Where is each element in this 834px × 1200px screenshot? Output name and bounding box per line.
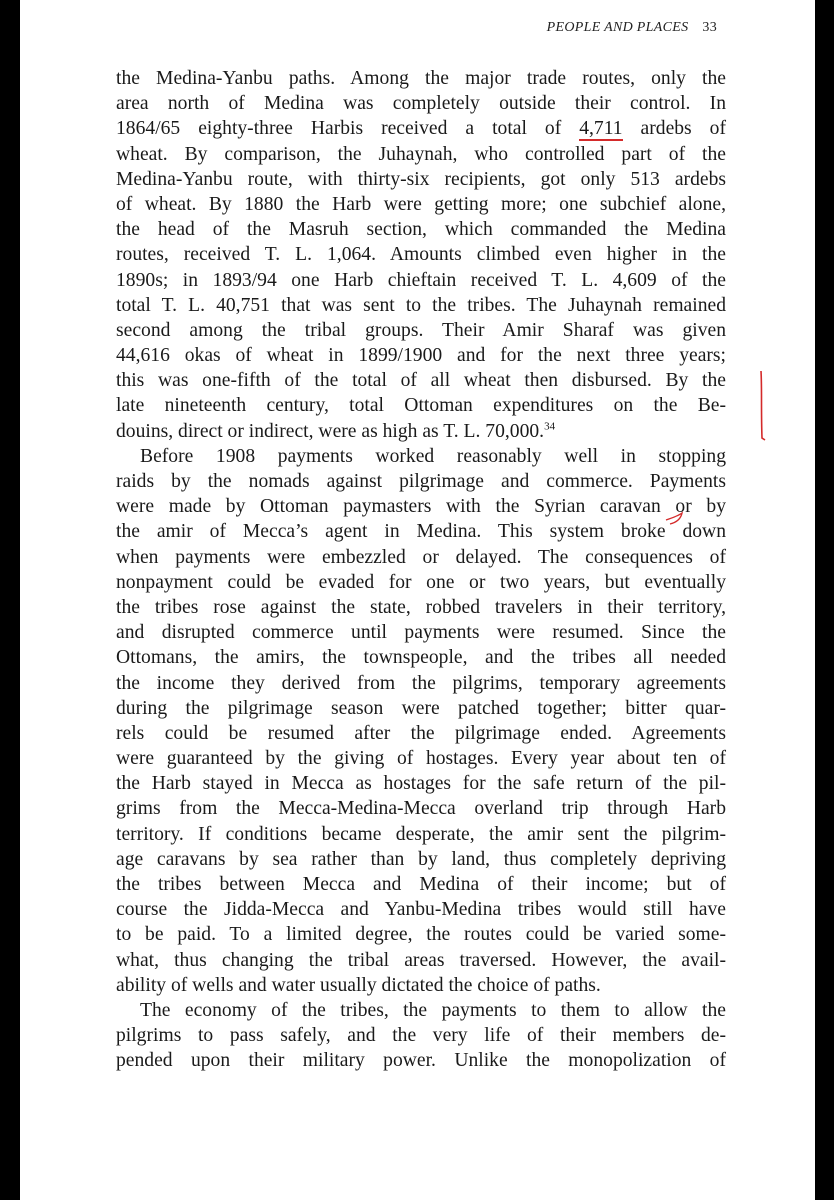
underlined-amount: 4,711 <box>579 118 623 140</box>
text-line: ability of wells and water usually dictated the choice of paths. <box>116 974 601 996</box>
book-page <box>20 0 815 1200</box>
text-line: were made by Ottoman paymasters with the Syrian caravan or by <box>116 496 726 518</box>
text-line: total T. L. 40,751 that was sent to the tribes. The Juhaynah remained <box>116 294 726 316</box>
text-segment: ardebs of <box>622 118 726 140</box>
text-line: of wheat. By 1880 the Harb were getting more; one subchief alone, <box>116 193 726 215</box>
text-line: the income they derived from the pilgrims, temporary agreements <box>116 672 726 694</box>
text-line: Ottomans, the amirs, the townspeople, and the tribes all needed <box>116 647 726 669</box>
text-line: the head of the Masruh section, which commanded the Medina <box>116 219 726 241</box>
text-line: when payments were embezzled or delayed. The consequences of <box>116 546 726 568</box>
text-line: second among the tribal groups. Their Amir Sharaf was given <box>116 319 726 341</box>
text-line <box>116 419 726 444</box>
text-line: routes, received T. L. 1,064. Amounts climbed even higher in the <box>116 244 726 266</box>
text-line: the Medina-Yanbu paths. Among the major trade routes, only the <box>116 68 726 89</box>
text-line: what, thus changing the tribal areas traversed. However, the avail- <box>116 949 726 971</box>
body-text <box>116 66 726 1074</box>
running-head <box>547 20 717 36</box>
text-line: area north of Medina was completely outside their control. In <box>116 93 726 115</box>
running-head-title: PEOPLE AND PLACES <box>546 20 689 35</box>
margin-annotation-mark <box>758 370 766 442</box>
text-line: to be paid. To a limited degree, the routes could be varied some- <box>116 924 726 946</box>
text-line: grims from the Mecca-Medina-Mecca overland trip through Harb <box>116 798 726 820</box>
text-line: the tribes rose against the state, robbed travelers in their territory, <box>116 596 726 618</box>
text-line: nonpayment could be evaded for one or two years, but eventually <box>116 571 726 593</box>
text-segment: douins, direct or indirect, were as high as T. L. 70,000. <box>116 420 545 442</box>
text-line: this was one-fifth of the total of all wheat then disbursed. By the <box>116 370 726 392</box>
text-line: 1890s; in 1893/94 one Harb chieftain received T. L. 4,609 of the <box>116 269 726 291</box>
text-line: The economy of the tribes, the payments to them to allow the <box>140 999 726 1021</box>
text-line <box>116 116 726 141</box>
text-line: 44,616 okas of wheat in 1899/1900 and for the next three years; <box>116 345 726 367</box>
text-line: the Harb stayed in Mecca as hostages for the safe return of the pil- <box>116 773 726 795</box>
text-line: rels could be resumed after the pilgrimage ended. Agreements <box>116 722 726 744</box>
text-line: age caravans by sea rather than by land, thus completely depriving <box>116 848 726 870</box>
text-line: raids by the nomads against pilgrimage and commerce. Payments <box>116 471 726 492</box>
text-segment: 1864/65 eighty-three Harbis received a total of <box>116 118 580 140</box>
text-line: Before 1908 payments worked reasonably well in stopping <box>140 445 726 467</box>
text-line: pended upon their military power. Unlike the monopolization of <box>116 1050 726 1072</box>
text-line: territory. If conditions became desperate, the amir sent the pilgrim- <box>116 823 726 845</box>
pen-annotation-hook <box>664 510 694 526</box>
text-line: course the Jidda-Mecca and Yanbu-Medina tribes would still have <box>116 899 726 921</box>
text-line: the amir of Mecca’s agent in Medina. This system broke down <box>116 521 726 543</box>
text-line: during the pilgrimage season were patched together; bitter quar- <box>116 697 726 719</box>
text-line: wheat. By comparison, the Juhaynah, who controlled part of the <box>116 143 726 165</box>
text-line: late nineteenth century, total Ottoman expenditures on the Be- <box>116 395 726 417</box>
text-line: pilgrims to pass safely, and the very life of their members de- <box>116 1025 726 1047</box>
footnote-ref: 34 <box>544 420 556 433</box>
page-number: 33 <box>702 20 717 35</box>
text-line: were guaranteed by the giving of hostages. Every year about ten of <box>116 748 726 770</box>
text-line: Medina-Yanbu route, with thirty-six recipients, got only 513 ardebs <box>116 168 726 190</box>
text-line: the tribes between Mecca and Medina of their income; but of <box>116 874 726 895</box>
text-line: and disrupted commerce until payments were resumed. Since the <box>116 622 726 644</box>
